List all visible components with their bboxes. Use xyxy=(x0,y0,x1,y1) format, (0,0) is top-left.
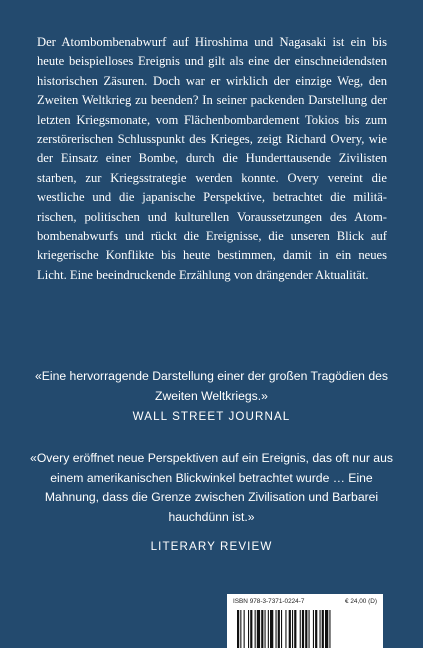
barcode-label xyxy=(227,594,383,648)
review-quote-2: «Overy eröffnet neue Perspektiven auf ein Ereignis, das oft nur aus einem amerikanischen Blickwinkel betrachtet wurde … Eine Mahnung, dass die Grenze zwischen Zivilisation und Barbarei hauchdünn ist.» xyxy=(30,451,393,524)
review-source-1: WALL STREET JOURNAL xyxy=(132,410,291,423)
review-quote-1: «Eine hervorragende Darstellung einer der großen Tragödien des Zweiten Weltkriegs.» xyxy=(35,369,388,403)
isbn-line xyxy=(233,598,377,605)
blurb-text: Der Atombombenabwurf auf Hiroshima und Nagasaki ist ein bis heute beispielloses Ereignis und gilt als eine der einschneidendsten historischen Zäsuren. Doch war er wirklich der einzige Weg, den Zweiten Weltkrieg zu beenden? In seiner packenden Darstellung der letzten Kriegsmonate, vom Flächenbombardement Tokios bis zum zerstörerischen Schlusspunkt des Krieges, zeigt Richard Overy, wie der Einsatz einer Bombe, durch die Hunderttausende Zivilisten starben, zur Kriegsstrategie werden konnte. Overy vereint die westliche und die japanische Perspektive, betrachtet die militärischen, politischen und kulturellen Voraussetzungen des Atombombenabwurfs und rückt die Ereignisse, die unseren Blick auf kriegerische Konflikte bis heute bestimmen, damit in ein neues Licht. Eine beeindruckende Erzählung von drängender Aktualität. xyxy=(37,35,387,282)
barcode-icon xyxy=(235,610,375,648)
review-source-2: LITERARY REVIEW xyxy=(150,540,273,553)
isbn-number: ISBN 978-3-7371-0224-7 xyxy=(233,598,305,605)
price: € 24,00 (D) xyxy=(345,598,377,605)
